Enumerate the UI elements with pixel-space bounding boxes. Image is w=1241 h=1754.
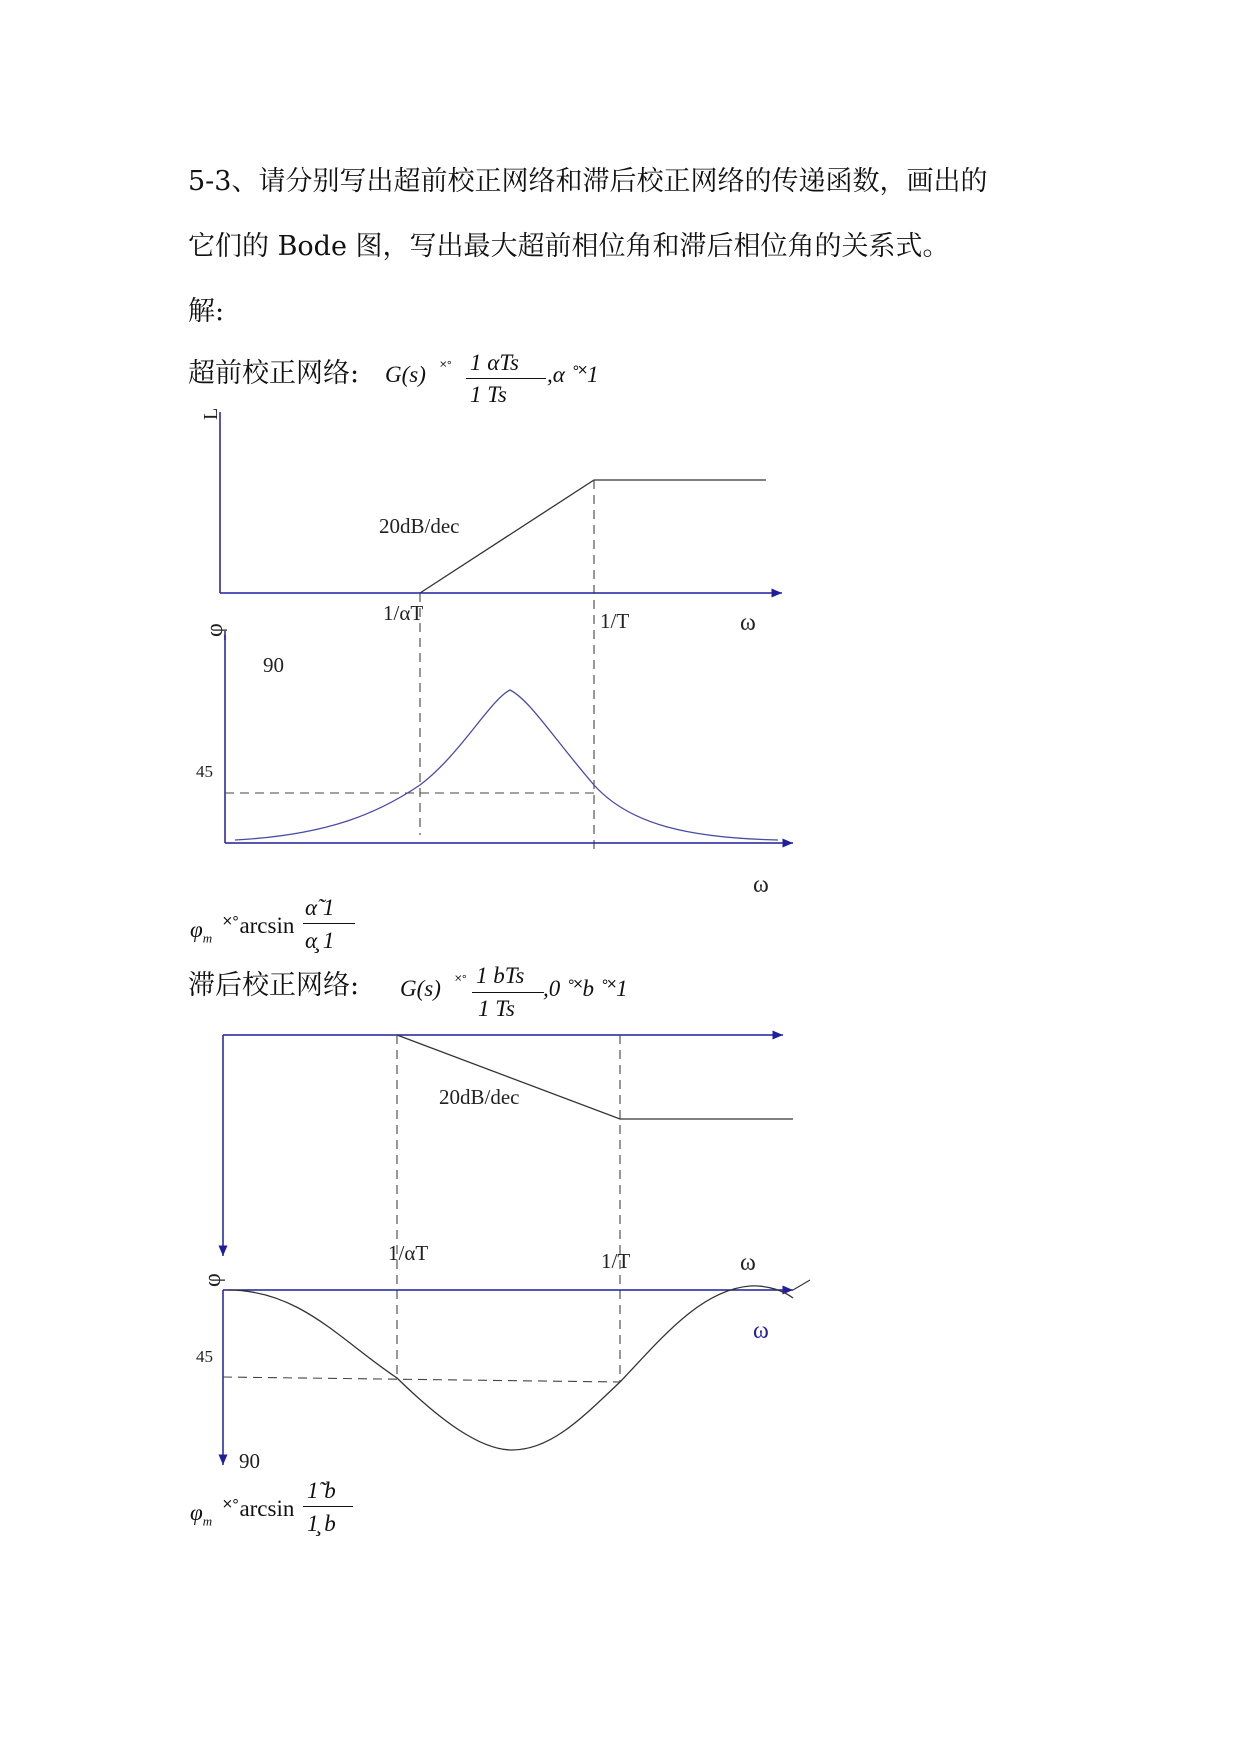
- lead-formula-eq: ˟˚: [440, 358, 453, 377]
- question-line-1: 5-3、请分别写出超前校正网络和滞后校正网络的传递函数，画出的: [188, 166, 988, 197]
- lag-phase-tick-90: 90: [239, 1449, 260, 1473]
- lead-max-phase-numerator: α̃ 1: [305, 895, 335, 920]
- lead-max-phase-sub: m: [202, 930, 213, 946]
- lag-formula-numerator: 1 bTs: [476, 963, 525, 988]
- lag-max-phase-lhs: [190, 1500, 212, 1530]
- lag-max-phase-sub: m: [202, 1513, 213, 1529]
- lead-corner1-label: 1/αT: [383, 601, 424, 625]
- lead-phase-chart: [196, 623, 793, 898]
- lead-magnitude-chart: [200, 408, 782, 850]
- lag-phase-chart: [196, 1273, 810, 1473]
- lag-corner2-label: 1/T: [601, 1249, 631, 1273]
- lead-mag-y-label: L: [200, 407, 222, 420]
- lead-formula-tail: ,α ˚˟1: [547, 362, 599, 387]
- lead-max-phase-bar: [303, 923, 355, 924]
- lag-formula-eq: ˟˚: [455, 972, 468, 991]
- lag-slope-label: 20dB/dec: [439, 1085, 520, 1109]
- lead-slope-label: 20dB/dec: [379, 514, 460, 538]
- lag-max-phase-denominator: 1̧ b: [307, 1511, 336, 1536]
- question-line-2: 它们的 Bode 图，写出最大超前相位角和滞后相位角的关系式。: [188, 231, 950, 262]
- lag-max-phase-bar: [303, 1506, 353, 1507]
- lag-phase-y-label: φ: [200, 1273, 226, 1287]
- lag-formula-lhs: G(s): [400, 976, 441, 1001]
- lead-max-phase-phi: φ: [190, 917, 203, 942]
- lag-magnitude-chart: [223, 1035, 793, 1382]
- lead-max-phase-eq: ˟˚arcsin: [223, 913, 295, 938]
- lag-mag-x-label: ω: [740, 1250, 756, 1276]
- lag-phase-tick-45: 45: [196, 1347, 213, 1366]
- lag-corner1-label: 1/αT: [388, 1241, 429, 1265]
- lag-formula-denominator: 1 Ts: [478, 996, 515, 1021]
- lead-phase-y-label: φ: [202, 623, 228, 637]
- lead-mag-curve: [420, 480, 766, 593]
- lag-formula-bar: [472, 992, 544, 993]
- lead-heading: 超前校正网络:: [188, 358, 360, 389]
- lead-formula-denominator: 1 Ts: [470, 382, 507, 407]
- solution-label: 解:: [188, 296, 225, 327]
- lead-max-phase-lhs: [190, 917, 212, 947]
- lag-max-phase-eq: ˟˚arcsin: [223, 1496, 295, 1521]
- lag-max-phase-numerator: 1̃ b: [307, 1478, 336, 1503]
- lead-mag-x-label: ω: [740, 610, 756, 636]
- lead-max-phase-denominator: α̧ 1: [305, 928, 335, 953]
- lead-formula-gs: G(s): [385, 362, 426, 387]
- lead-corner2-label: 1/T: [600, 609, 630, 633]
- lead-phase-tick-45: 45: [196, 762, 213, 781]
- lead-phase-x-label: ω: [753, 872, 769, 898]
- lag-phase-x-label: ω: [753, 1318, 769, 1344]
- lead-formula-numerator: 1 αTs: [470, 350, 519, 375]
- lead-phase-curve: [235, 690, 778, 840]
- lag-phase-45-dash: [223, 1377, 620, 1382]
- lag-phase-curve: [228, 1286, 793, 1450]
- lead-phase-tick-90: 90: [263, 653, 284, 677]
- lag-heading: 滞后校正网络:: [188, 970, 360, 1001]
- lag-max-phase-phi: φ: [190, 1500, 203, 1525]
- lag-formula-tail: ,0 ˚˟b ˚˟1: [543, 976, 628, 1001]
